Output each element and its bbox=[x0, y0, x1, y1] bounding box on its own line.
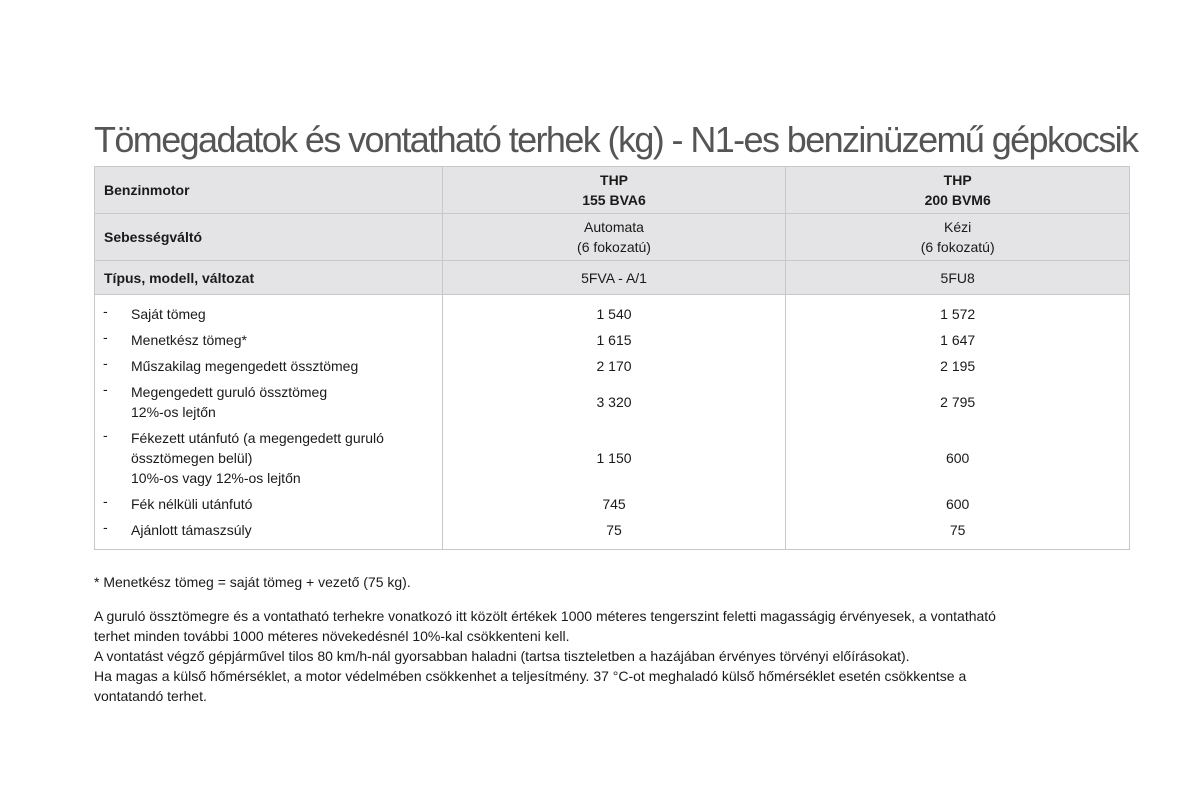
row-label-line: Menetkész tömeg* bbox=[131, 332, 247, 348]
table-row bbox=[95, 425, 1130, 491]
footnote: * Menetkész tömeg = saját tömeg + vezető (75 kg). bbox=[94, 574, 411, 590]
gearbox-col1: Automata (6 fokozatú) bbox=[442, 214, 786, 261]
row-label bbox=[95, 517, 443, 550]
type-col1: 5FVA - A/1 bbox=[442, 261, 786, 295]
note-line: terhet minden további 1000 méteres növekedésnél 10%-kal csökkenteni kell. bbox=[94, 628, 570, 644]
note-line: A vontatást végző gépjárművel tilos 80 km/h-nál gyorsabban haladni (tartsa tiszteletben a hazájában érvényes törvényi előírásokat). bbox=[94, 648, 910, 664]
row-label-line: Fékezett utánfutó (a megengedett guruló bbox=[131, 430, 384, 446]
table-row bbox=[95, 491, 1130, 517]
engine-label: Benzinmotor bbox=[95, 167, 443, 214]
note-line: vontatandó terhet. bbox=[94, 688, 207, 704]
weights-table bbox=[94, 166, 1130, 550]
row-dash: - bbox=[103, 519, 108, 535]
row-value-col2: 2 795 bbox=[786, 379, 1130, 425]
row-dash: - bbox=[103, 427, 108, 443]
gearbox-label: Sebességváltó bbox=[95, 214, 443, 261]
gearbox-col2: Kézi (6 fokozatú) bbox=[786, 214, 1130, 261]
row-label-line: 12%-os lejtőn bbox=[131, 404, 216, 420]
row-label-line: Saját tömeg bbox=[131, 306, 206, 322]
row-value-col2: 75 bbox=[786, 517, 1130, 550]
row-dash: - bbox=[103, 355, 108, 371]
note-line: A guruló össztömegre és a vontatható terhekre vonatkozó itt közölt értékek 1000 méteres tengerszint feletti magasságig érvényesek, a vontatható bbox=[94, 608, 996, 624]
table-row bbox=[95, 379, 1130, 425]
row-value-col2: 1 647 bbox=[786, 327, 1130, 353]
row-value-col1: 3 320 bbox=[442, 379, 786, 425]
row-label bbox=[95, 379, 443, 425]
row-dash: - bbox=[103, 303, 108, 319]
row-value-col1: 75 bbox=[442, 517, 786, 550]
row-label bbox=[95, 353, 443, 379]
table-row bbox=[95, 517, 1130, 550]
type-col2: 5FU8 bbox=[786, 261, 1130, 295]
engine-col1: THP 155 BVA6 bbox=[442, 167, 786, 214]
row-label bbox=[95, 295, 443, 328]
row-value-col1: 1 150 bbox=[442, 425, 786, 491]
type-row bbox=[95, 261, 1130, 295]
row-value-col2: 600 bbox=[786, 425, 1130, 491]
engine-col2: THP 200 BVM6 bbox=[786, 167, 1130, 214]
engine-row bbox=[95, 167, 1130, 214]
note-line: Ha magas a külső hőmérséklet, a motor védelmében csökkenhet a teljesítmény. 37 °C-ot meghaladó külső hőmérséklet esetén csökkentse a bbox=[94, 668, 967, 684]
row-value-col2: 1 572 bbox=[786, 295, 1130, 328]
row-value-col1: 1 540 bbox=[442, 295, 786, 328]
row-label-line: Műszakilag megengedett össztömeg bbox=[131, 358, 359, 374]
row-label bbox=[95, 425, 443, 491]
row-dash: - bbox=[103, 493, 108, 509]
row-label-line: Fék nélküli utánfutó bbox=[131, 496, 253, 512]
table-row bbox=[95, 295, 1130, 328]
gearbox-row bbox=[95, 214, 1130, 261]
row-value-col1: 745 bbox=[442, 491, 786, 517]
row-value-col1: 1 615 bbox=[442, 327, 786, 353]
type-label: Típus, modell, változat bbox=[95, 261, 443, 295]
row-label-line: Megengedett guruló össztömeg bbox=[131, 384, 328, 400]
table-row bbox=[95, 353, 1130, 379]
row-value-col2: 600 bbox=[786, 491, 1130, 517]
row-value-col1: 2 170 bbox=[442, 353, 786, 379]
row-dash: - bbox=[103, 381, 108, 397]
row-label bbox=[95, 327, 443, 353]
table-row bbox=[95, 327, 1130, 353]
notes-paragraph bbox=[94, 606, 1094, 706]
page-title: Tömegadatok és vontatható terhek (kg) - N1-es benzinüzemű gépkocsik bbox=[94, 119, 1138, 160]
row-value-col2: 2 195 bbox=[786, 353, 1130, 379]
row-label-line: össztömegen belül) bbox=[131, 450, 253, 466]
row-label-line: 10%-os vagy 12%-os lejtőn bbox=[131, 470, 301, 486]
row-dash: - bbox=[103, 329, 108, 345]
row-label bbox=[95, 491, 443, 517]
row-label-line: Ajánlott támaszsúly bbox=[131, 522, 252, 538]
